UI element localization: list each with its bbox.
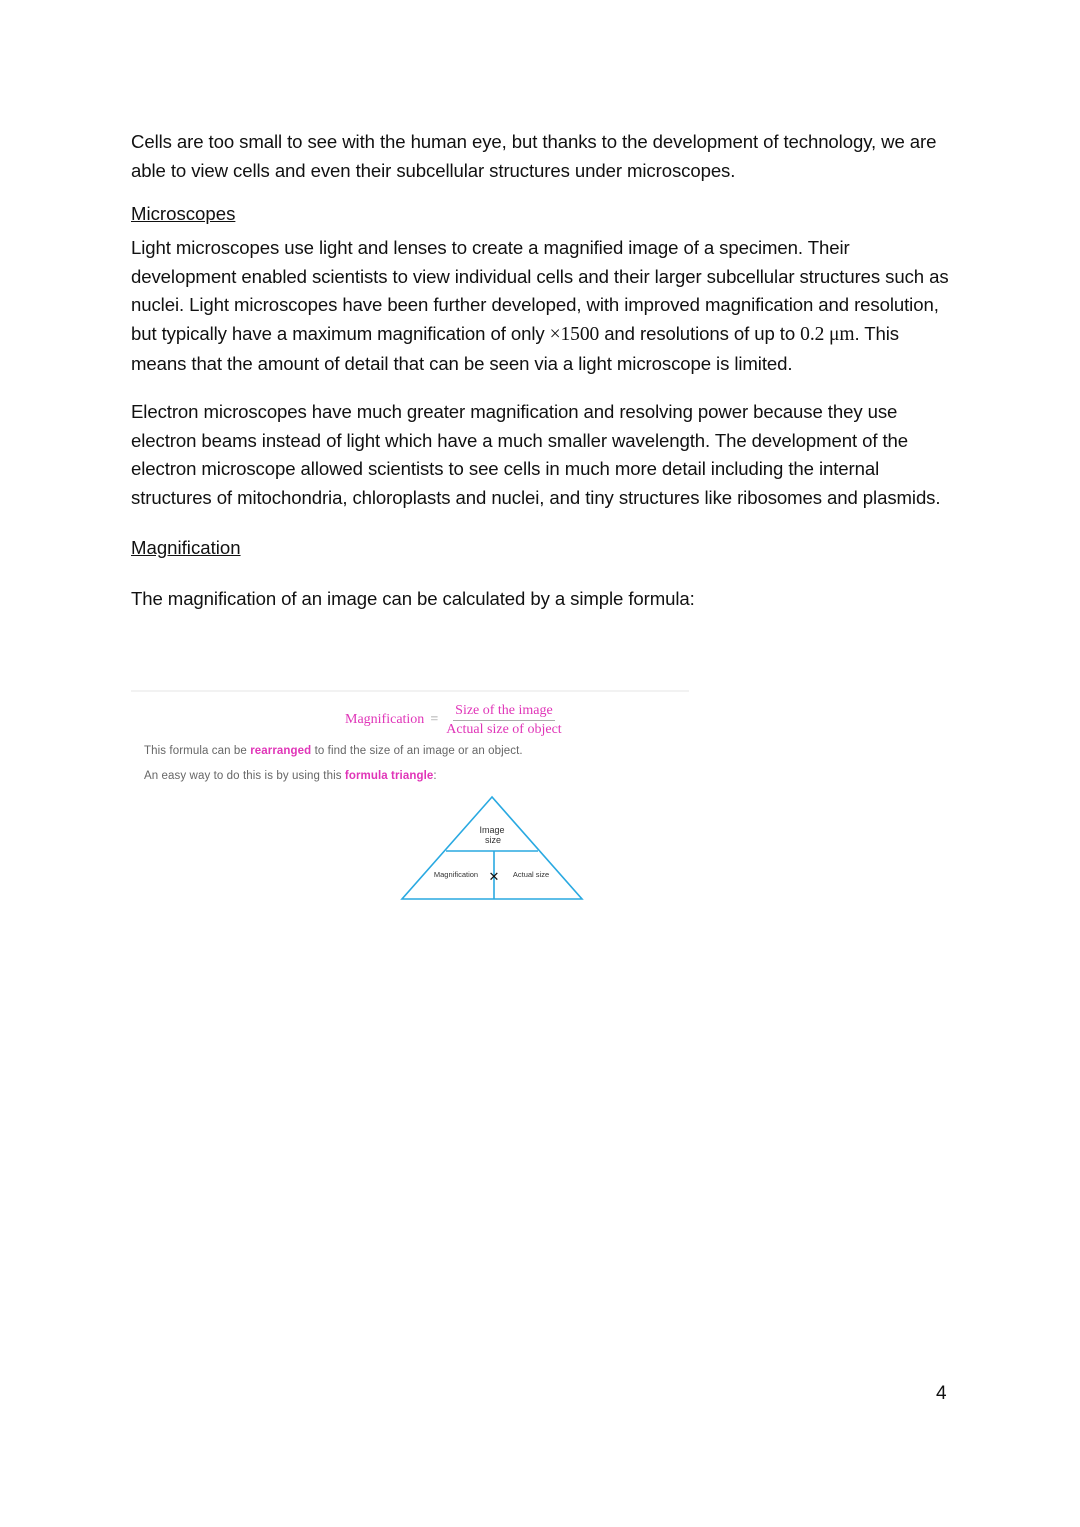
light-text-3: . This means that the amount of detail that can be seen via a light microscope is limited.	[131, 322, 899, 374]
formula-lhs: Magnification	[345, 712, 425, 727]
magnification-formula	[345, 700, 562, 740]
formula-fraction	[446, 703, 561, 738]
electron-microscopes-paragraph: Electron microscopes have much greater magnification and resolving power because they use electron beams instead of light which have a much smaller wavelength. The development of the electron microscope allowed scientists to see cells in much more detail including the internal structures of mitochondria, chloroplasts and nuclei, and tiny structures like ribosomes and plasmids.	[131, 401, 941, 508]
formula-numerator: Size of the image	[453, 703, 555, 721]
max-magnification-value: ×1500	[549, 323, 600, 345]
figure-top-border	[131, 690, 689, 692]
microscopes-heading: Microscopes	[131, 203, 236, 225]
page-number: 4	[936, 1383, 947, 1404]
document-body	[131, 128, 953, 613]
multiply-icon: ✕	[488, 869, 500, 884]
light-microscopes-paragraph	[131, 234, 953, 378]
formula-triangle	[400, 795, 584, 901]
formula-denominator: Actual size of object	[446, 721, 562, 737]
resolution-value: 0.2 μm	[800, 323, 855, 345]
note2-highlight: formula triangle	[344, 770, 434, 782]
triangle-note	[144, 770, 437, 782]
note1-text-after: to find the size of an image or an object.	[311, 745, 523, 757]
triangle-image-label-line2: size	[484, 835, 502, 845]
magnification-figure	[131, 690, 691, 905]
note2-text-after: :	[433, 770, 437, 782]
triangle-image-label-line1: Image	[479, 825, 505, 835]
triangle-actual-size-label: Actual size	[512, 870, 550, 879]
intro-paragraph: Cells are too small to see with the human eye, but thanks to the development of technology, we are able to view cells and even their subcellular structures under microscopes.	[131, 131, 937, 181]
magnification-heading: Magnification	[131, 536, 241, 558]
triangle-magnification-label: Magnification	[433, 870, 479, 879]
magnification-intro: The magnification of an image can be calculated by a simple formula:	[131, 587, 695, 609]
note1-highlight: rearranged	[250, 745, 312, 757]
note1-text-before: This formula can be	[144, 745, 251, 757]
light-text-2: and resolutions of up to	[599, 322, 801, 344]
formula-equals: =	[430, 712, 439, 727]
light-text-1: Light microscopes use light and lenses to create a magnified image of a specimen. Their development enabled scientists to view individual cells and their larger subcellular structures such as nuclei. Light microscopes have been further developed, with improved magnification and resolution, but typically have a maximum magnification of only	[131, 237, 949, 344]
rearrange-note	[144, 745, 523, 757]
note2-text-before: An easy way to do this is by using this	[144, 770, 345, 782]
